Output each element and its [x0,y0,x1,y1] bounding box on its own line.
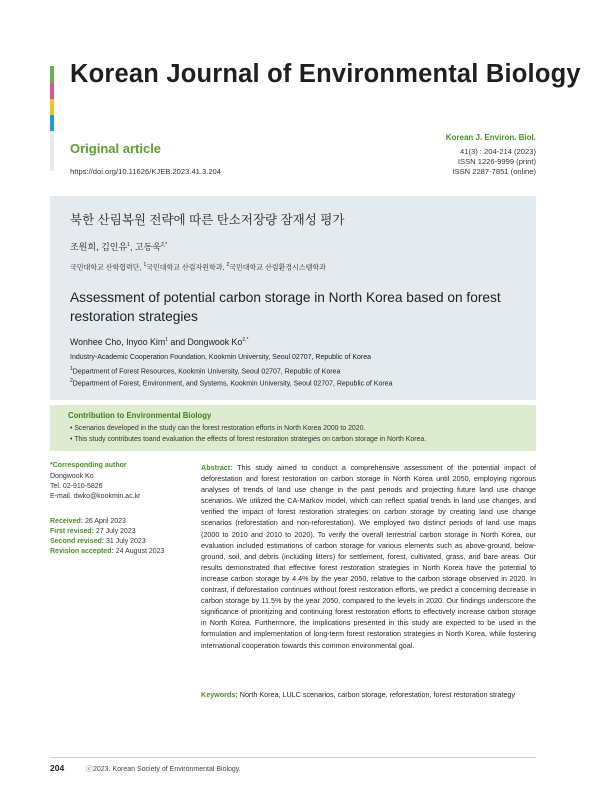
received-label: Received: [50,518,84,525]
corresponding-author-heading: *Corresponding author [50,462,127,469]
received-value: 26 April 2023 [83,518,126,525]
color-bar-gray [50,131,54,171]
journal-abbrev: Korean J. Environ. Biol. [445,133,536,142]
first-revised-label: First revised: [50,528,94,535]
english-authors-text-2: and Dongwook Ko [167,337,243,347]
contribution-item: • This study contributes toand evaluation the effects of forest restoration strategies on carbon storage in North Korea. [70,436,427,443]
footer-divider [50,757,536,758]
second-revised-date [50,538,146,545]
contribution-item-text: Scenarios developed in the study can the forest restoration efforts in North Korea 2000 to 2020. [74,425,366,432]
korean-affil-2: 국민대학교 산림자원학과, [146,264,227,272]
received-date [50,518,126,525]
copyright: ⓒ2023. Korean Society of Environmental Biology. [86,766,241,773]
accepted-label: Revision accepted: [50,548,114,555]
english-authors [70,337,248,347]
english-title: Assessment of potential carbon storage in North Korea based on forest restoration strategies [70,290,501,324]
issn-print: ISSN 1226-9999 (print) [457,157,536,166]
abstract-text: This study aimed to conduct a comprehensive assessment of the potential impact of deforestation and forest restoration on carbon storage in North Korea until 2050, employing rigorous analyses of trends of land use change in the past periods and projecting future land use change scenarios. We utilized the CA-Markov model, which can reflect spatial trends in land use changes, and verified the impact of forest restoration strategies on carbon storage by creating land use change scenarios (reforestation and non-reforestation). We employed two distinct periods of land use maps (2000 to 2010 and 2010 to 2020). To verify the overall terrestrial carbon storage in North Korea, our evaluation included estimations of carbon storage for various elements such as above-ground, below-ground, soil, and debris (including litters) for settlement, forest, cultivated, grass, and bare areas. Our results demonstrated that effective forest restoration strategies in North Korea have the potential to increase carbon storage by 4.4% by the year 2050, relative to the carbon storage observed in 2020. In contrast, if deforestation continues without forest restoration efforts, we predict a concerning decrease in carbon storage by 11.5% by the year 2050, compared to the levels in 2020. Our findings underscore the significance of prioritizing and continuing forest restoration efforts to effectively increase carbon storage in North Korea. Furthermore, the implications presented in this study are expected to be used in the formulation and implementation of long-term forest restoration strategies in North Korea, while fostering international cooperation towards this common environmental goal. [201,463,536,650]
english-authors-text: Wonhee Cho, Inyoo Kim [70,337,166,347]
korean-affiliations [70,262,326,272]
abstract-label: Abstract: [201,463,233,472]
affiliation-3-text: Department of Forest, Environment, and Systems, Kookmin University, Seoul 02707, Republic of Korea [72,380,393,388]
affiliation-3-sup: 2 [70,378,73,384]
korean-title: 북한 산림복원 전략에 따른 탄소저장량 잠재성 평가 [70,213,345,227]
affiliation-1: Industry-Academic Cooperation Foundation, Kookmin University, Seoul 02707, Republic of Korea [70,354,372,361]
article-type: Original article [70,141,162,156]
color-bar-blue [50,115,54,131]
page-number: 204 [50,763,65,773]
second-revised-value: 31 July 2023 [104,538,146,545]
journal-title: Korean Journal of Environmental Biology [70,60,581,88]
doi-link[interactable]: https://doi.org/10.11626/KJEB.2023.41.3.204 [70,167,222,176]
color-bar-yellow [50,99,54,115]
volume-info: 41(3) : 204-214 (2023) [460,147,536,156]
second-revised-label: Second revised: [50,538,105,545]
issn-online: ISSN 2287-7851 (online) [452,167,536,176]
korean-affil-3: 국민대학교 산림환경시스템학과 [229,264,326,272]
abstract [201,462,536,651]
first-revised-date [50,528,136,535]
korean-affil-sup-1: 1 [143,262,147,268]
corresponding-author-email[interactable]: E-mail. dwko@kookmin.ac.kr [50,493,141,500]
contribution-item-text: This study contributes toand evaluation the effects of forest restoration strategies on carbon storage in North Korea. [74,436,427,443]
color-bar-pink [50,83,54,99]
contribution-item: • Scenarios developed in the study can the forest restoration efforts in North Korea 2000 to 2020. [70,425,366,432]
korean-authors [70,240,167,253]
korean-author-sup: 1 [127,242,130,248]
korean-affil-1: 국민대학교 산학협력단, [70,264,144,272]
corresponding-author-tel: Tel. 02-910-5826 [50,483,103,490]
corresponding-author-name: Dongwook Ko [50,473,94,480]
title-block [50,196,536,400]
accepted-value: 24 August 2023 [113,548,165,555]
keywords-text: North Korea, LULC scenarios, carbon storage, reforestation, forest restoration strategy [237,690,516,699]
contribution-box [50,405,536,451]
korean-authors-text-2: , 고동욱 [129,242,162,252]
affiliation-2-sup: 1 [70,366,73,372]
first-revised-value: 27 July 2023 [93,528,136,535]
accepted-date [50,548,164,555]
affiliation-2-text: Department of Forest Resources, Kookmin University, Seoul 02707, Republic of Korea [72,368,341,376]
korean-affil-sup-2: 2 [226,262,230,268]
contribution-heading: Contribution to Environmental Biology [68,411,212,420]
korean-authors-text: 조원희, 김인유 [70,242,128,252]
english-author-sup-2: 2,* [242,337,249,344]
color-bar-green [50,66,54,83]
korean-author-sup-2: 2,* [161,242,168,248]
english-author-sup: 1 [165,337,168,344]
keywords-label: Keywords: [201,690,238,699]
keywords [201,689,536,700]
affiliation-2 [70,366,340,375]
affiliation-3 [70,378,392,387]
